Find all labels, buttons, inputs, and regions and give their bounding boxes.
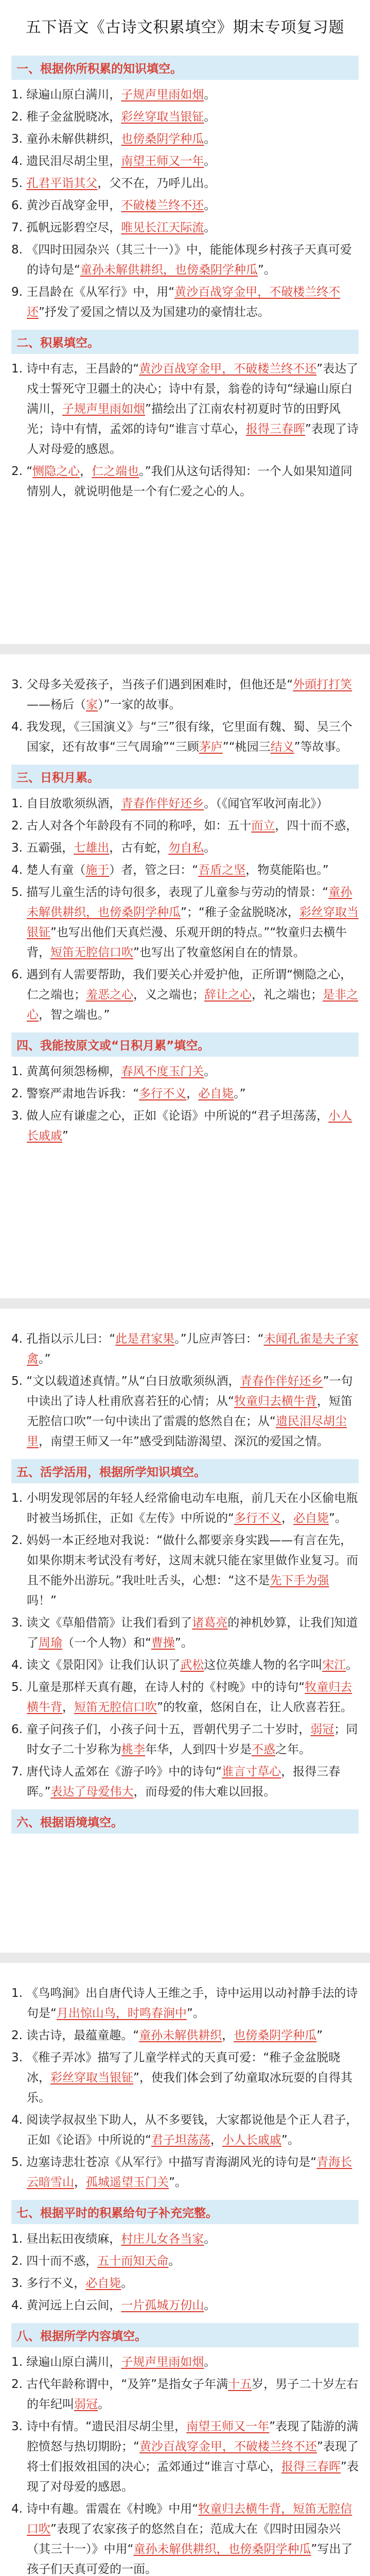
question-text: 1. 绿遍山原白满川，	[11, 2355, 121, 2369]
answer-blank: 牧童归去横牛背，短笛无腔信口吹	[27, 2502, 353, 2536]
question-text: 3. 诗中有情。“遗民泪尽胡尘里，	[11, 2420, 187, 2433]
question-text: 吗！”	[27, 1594, 57, 1607]
answer-blank: 也傍桑阴学种瓜	[121, 132, 204, 146]
answer-blank: 周瑜	[39, 1636, 62, 1650]
answer-blank: 牧童归去横牛背	[234, 1395, 317, 1408]
answer-blank: 黄沙百战穿金甲，不破楼兰终不还	[139, 2440, 317, 2453]
question-item	[11, 1371, 359, 1452]
question-item	[11, 85, 359, 105]
question-text: 。	[204, 1065, 216, 1078]
question-text: 。	[346, 1658, 358, 1672]
question-text: 2. 稚子金盆脱晓冰，	[11, 110, 121, 124]
question-text: 8. 《四时田园杂兴（其三十一）》中，能能体现乡村孩子天真可爱的诗句是“	[11, 243, 352, 277]
page-separator	[0, 1298, 370, 1309]
question-text: ，古有蛇，	[109, 841, 169, 855]
question-text: ，短笛无腔信口吹”一句中读出了雷震的悠然自在；从“	[27, 1395, 353, 1428]
answer-blank: 多行不义	[234, 1512, 281, 1525]
question-text: 3. 童孙未解供耕织，	[11, 132, 121, 146]
question-text: 3. 《稚子弄冰》描写了儿童学样式的天真可爱：“稚子金盆脱晓冰，	[11, 2051, 341, 2084]
question-item	[11, 1762, 359, 1802]
question-text: 2. 古人对各个年龄段有不同的称呼，如：五十	[11, 819, 252, 833]
question-text: 。	[121, 2277, 133, 2290]
question-text: 。	[98, 2398, 110, 2411]
question-item	[11, 2352, 359, 2372]
question-text: 2. 妈妈一本正经地对我说：“做什么都要亲身实践——有言在先，如果你期末考试没有考好，这周末就只能在家里做作业复习。而且不能外出游玩。”我吐吐舌头，心想：“这不是	[11, 1534, 358, 1587]
question-text: ”；“稚子金盆脱晓冰，	[181, 906, 299, 919]
answer-blank: 村庄儿女各当家	[121, 2232, 204, 2246]
worksheet-page-3	[0, 1309, 370, 1953]
question-text: 2. 古代年龄称谓中，“及笄”是指女子年满	[11, 2378, 228, 2391]
question-text: ”抒发了爱国之情以及为国建功的豪情壮志。	[39, 306, 270, 319]
question-text: 6. 黄沙百战穿金甲，	[11, 199, 121, 212]
question-text: 之年。	[275, 1743, 311, 1756]
question-text: ）者，管之曰：“	[109, 863, 199, 877]
question-text: 4. 楚人有童（	[11, 863, 86, 877]
question-item	[11, 1329, 359, 1369]
page-separator	[0, 644, 370, 654]
question-text: 5.	[11, 177, 27, 190]
answer-blank: 小人长戚戚	[222, 2133, 281, 2147]
question-item	[11, 717, 359, 757]
question-text: 4. 孔指以示儿曰：“	[11, 1332, 116, 1346]
answer-blank: 唯见长江天际流	[121, 221, 204, 234]
question-text: ，四十而不惑，	[275, 819, 358, 833]
question-text: 3. 做人应有谦虚之心，正如《论语》中所说的“君子坦荡荡，	[11, 1109, 329, 1123]
question-text: ”写出了孩子们天真可爱的一面。	[27, 2543, 353, 2576]
question-item	[11, 1106, 359, 1146]
question-text: ”。	[186, 2007, 205, 2020]
question-text: 5. 儿童是那样天真有趣，在诗人村的《村晚》中的诗句“	[11, 1681, 305, 1694]
question-item	[11, 1720, 359, 1760]
question-text: ”	[316, 2029, 323, 2042]
question-text: ，	[80, 465, 92, 478]
answer-blank: 青海长云暗雪山	[27, 2156, 353, 2189]
answer-blank: 短笛无腔信口吹	[50, 946, 133, 959]
question-text: ”的牧童，悠闲自在，让人欣喜若狂。	[157, 1701, 353, 1714]
answer-blank: 家	[86, 698, 98, 711]
answer-blank: 报得三春晖	[281, 2460, 341, 2473]
question-list	[11, 359, 359, 502]
answer-blank: 青春作伴好还乡	[240, 1375, 323, 1388]
question-text: 。”儿应声答曰：“	[174, 1332, 264, 1346]
question-text: 的神机妙算，让我们知道了	[27, 1616, 358, 1650]
question-text: ，而母爱的伟大难以回报。	[133, 1785, 276, 1799]
worksheet-page-4	[0, 1963, 370, 2576]
answer-blank: 孤城遥望玉门关	[86, 2176, 169, 2189]
question-item	[11, 965, 359, 1025]
question-text: 3. 五霸强，	[11, 841, 74, 855]
question-text: 4. 我发现，《三国演义》与“三”很有缘，它里面有魏、蜀、吴三个国家，还有故事“三气周瑜”“三顾	[11, 720, 353, 754]
section-heading: 三、日积月累。	[11, 765, 359, 789]
question-text: ”，使我们体会到了幼童取冰玩耍的自得其乐。	[27, 2071, 353, 2105]
answer-blank: 外頭打打笑	[293, 678, 353, 691]
question-text: ，智之端也。”	[39, 1008, 110, 1022]
question-text: ，	[186, 1087, 199, 1100]
answer-blank: 是非之心	[27, 988, 358, 1022]
section-heading: 五、活学活用，根据所学知识填空。	[11, 1459, 359, 1483]
answer-blank: 十五	[228, 2378, 252, 2391]
question-text: ”描绘出了江南农村初夏时节的田野风光；诗中有情，孟郊的诗句“谁言寸草心，	[27, 402, 341, 436]
question-item	[11, 2110, 359, 2150]
answer-blank: 必自毙	[293, 1512, 329, 1525]
question-list	[11, 1984, 359, 2193]
question-text: 1. 绿遍山原白满川，	[11, 88, 121, 101]
question-text: 3. 读文《草船借箭》让我们看到了	[11, 1616, 192, 1630]
answer-blank: 辞让之心	[204, 988, 252, 1002]
question-text: ”表现了对母爱的感恩。	[27, 2460, 359, 2494]
question-list	[11, 794, 359, 1025]
answer-blank: 青春作伴好还乡	[121, 797, 204, 810]
question-text: 5. 描写儿童生活的诗句很多，表现了儿童参与劳动的情景：“	[11, 886, 329, 899]
question-text: 5. 边塞诗悲壮苍凉《从军行》中描写青海湖风光的诗句是“	[11, 2156, 317, 2169]
answer-blank: 羞恶之心	[86, 988, 133, 1002]
question-text: ）”一家的故事。	[98, 698, 181, 711]
answer-blank: 不惑	[252, 1743, 275, 1756]
question-text: 。	[204, 155, 216, 168]
question-item	[11, 2375, 359, 2415]
question-text: 1. 小明发现邻居的年轻人经常偷电动车电瓶，前几天在小区偷电瓶时被当场抓住，正如《左传》中所说的“	[11, 1492, 358, 1525]
question-text: 4. 读文《景阳冈》让我们认识了	[11, 1658, 181, 1672]
question-list	[11, 2417, 359, 2576]
question-text: ”。	[328, 1512, 347, 1525]
question-item	[11, 2229, 359, 2249]
question-text: ，父不在，乃呼儿出。	[97, 177, 216, 190]
answer-blank: 施于	[85, 863, 110, 877]
answer-blank: 牧童归去横牛背	[27, 1681, 353, 1714]
answer-blank: 武松	[180, 1658, 204, 1672]
answer-blank: 而立	[251, 819, 275, 833]
question-item	[11, 196, 359, 216]
question-text: 3. 父母多关爱孩子，当孩子们遇到困难时，但他还是“	[11, 678, 293, 691]
question-text: ，	[281, 1512, 293, 1525]
question-item	[11, 1655, 359, 1675]
question-text: ，南望王师又一年”感受到陆游渴望、深沉的爱国之情。	[39, 1435, 329, 1448]
answer-blank: 彩丝穿取当银钲	[50, 2071, 133, 2084]
answer-blank: 未闻孔雀是夫子家禽	[27, 1332, 359, 1366]
answer-blank: 小人长戚戚	[27, 1109, 353, 1143]
question-text: 3. 多行不义，	[11, 2277, 86, 2290]
answer-blank: 君子坦荡荡	[151, 2133, 210, 2147]
answer-blank: 结义	[270, 740, 294, 754]
question-item	[11, 218, 359, 238]
question-item	[11, 1084, 359, 1104]
question-item	[11, 1531, 359, 1611]
question-item	[11, 838, 359, 858]
answer-blank: 必自毙	[198, 1087, 234, 1100]
answer-blank: 孔君平诣其父	[26, 177, 98, 190]
question-list	[11, 1062, 359, 1146]
answer-blank: 先下手为强	[270, 1574, 329, 1587]
question-item	[11, 2026, 359, 2046]
question-text: ”表现了诗人对母爱的感恩。	[27, 422, 359, 456]
page-title: 五下语文《古诗文积累填空》期末专项复习题	[25, 19, 345, 37]
question-text: ；同时女子二十岁称为	[27, 1723, 358, 1756]
answer-blank: 遗民泪尽胡尘里	[27, 1415, 347, 1448]
question-text: 。	[204, 88, 216, 101]
question-text: 1. 昼出耘田夜绩麻，	[11, 2232, 121, 2246]
answer-blank: 桃李	[121, 1743, 145, 1756]
question-text: 。	[204, 841, 216, 855]
question-text: 4. 黄河远上白云间，	[11, 2299, 121, 2312]
question-text: 2. 四十而不惑，	[11, 2255, 98, 2268]
question-text: 1. 黄萬何须怨杨柳，	[11, 1065, 121, 1078]
question-text: 5. “文以载道述真情。”从“白日放歌须纵酒，	[11, 1375, 240, 1388]
question-text: 。”	[39, 1352, 51, 1366]
question-text: 这位英雄人物的名字叫	[204, 1658, 323, 1672]
question-text: 1. 诗中有志，王昌龄的“	[11, 362, 139, 376]
question-text: 年华，人到四十岁是	[145, 1743, 252, 1756]
question-item	[11, 2417, 359, 2497]
question-text: 2. “	[11, 465, 33, 478]
question-text: 1. 《鸟鸣涧》出自唐代诗人王维之手，诗中运用以动衬静手法的诗句是“	[11, 1987, 358, 2020]
question-list	[11, 2352, 359, 2415]
question-text: ”。	[169, 2176, 187, 2189]
answer-blank: 诸葛亮	[192, 1616, 228, 1630]
question-item	[11, 107, 359, 127]
question-text: 9. 王昌龄在《从军行》中，用“	[11, 285, 175, 299]
question-item	[11, 129, 359, 149]
question-text: ，	[210, 2133, 222, 2147]
question-text: ，	[222, 2029, 234, 2042]
question-text: 岁，男子二十岁左右的年纪叫	[27, 2378, 359, 2411]
question-list	[11, 675, 359, 757]
answer-blank: 彩丝穿取当银钲	[121, 110, 204, 124]
question-item	[11, 816, 359, 836]
section-heading: 二、积累填空。	[11, 330, 359, 354]
question-item	[11, 240, 359, 280]
answer-blank: 童孙未解供耕织，也傍桑阴学种瓜	[80, 263, 258, 277]
question-text: 。”我们从这句话得知：一个人如果知道同情别人，就说明他是一个有仁爱之心的人。	[27, 465, 353, 498]
question-list	[11, 1329, 359, 1452]
question-text: ”也写出他们天真烂漫、乐观开朗的特点。”“牧童归去横牛背，	[27, 926, 347, 959]
section-heading: 一、根据你所积累的知识填空。	[11, 56, 359, 80]
question-item	[11, 2274, 359, 2294]
question-item	[11, 2153, 359, 2193]
question-text: ，物莫能陷也。”	[245, 863, 329, 877]
question-text: ，	[74, 2176, 86, 2189]
answer-blank: 茅庐	[199, 740, 223, 754]
question-text: 4. 诗中有趣。雷震在《村晚》中用“	[11, 2502, 199, 2516]
question-item	[11, 174, 359, 194]
section-heading: 四、我能按原文或“日积月累”填空。	[11, 1032, 359, 1057]
question-text: ”	[62, 1129, 68, 1143]
question-text: ”。	[281, 2133, 299, 2147]
answer-blank: 必自毙	[85, 2277, 121, 2290]
answer-blank: 春风不度玉门关	[121, 1065, 204, 1078]
question-list	[11, 85, 359, 323]
answer-blank: 子规声里雨如烟	[121, 88, 204, 101]
question-list	[11, 2229, 359, 2316]
answer-blank: 童孙未解供耕织	[139, 2029, 222, 2042]
worksheet-page-1	[0, 0, 370, 644]
answer-blank: 彩丝穿取当银钲	[27, 906, 359, 939]
question-item	[11, 2296, 359, 2316]
answer-blank: 月出惊山鸟，时鸣春涧中	[56, 2007, 187, 2020]
answer-blank: 也傍桑阴学种瓜	[234, 2029, 317, 2042]
question-text: ，	[62, 1701, 74, 1714]
question-item	[11, 462, 359, 502]
answer-blank: 童孙未解供耕织，也傍桑阴学种瓜	[133, 2543, 311, 2556]
question-text: ”表现了将士们报效祖国的决心；孟郊通过“谁言寸草心，	[27, 2440, 359, 2473]
answer-blank: 此是君家果	[115, 1332, 175, 1346]
question-text: ——杨后（	[27, 698, 86, 711]
question-text: ”表现了陆游的满腔愤怒与热切期盼；“	[27, 2420, 359, 2453]
answer-blank: 子规声里雨如烟	[62, 402, 145, 416]
question-item	[11, 1062, 359, 1082]
question-text: 。	[204, 2355, 216, 2369]
question-item	[11, 282, 359, 323]
question-text: ”。	[257, 263, 276, 277]
question-text: 6. 童子问孩子们，小孩子问十五，晋朝代男子二十岁时，	[11, 1723, 311, 1736]
question-text: ”“桃园三	[222, 740, 271, 754]
question-text: ，报得三春晖。”	[27, 1765, 341, 1799]
answer-blank: 谁言寸草心	[222, 1765, 281, 1778]
question-text: ，礼之端也；	[252, 988, 323, 1002]
question-text: 。	[204, 221, 216, 234]
question-text: （一个人物）和“	[62, 1636, 151, 1650]
question-item	[11, 1488, 359, 1529]
answer-blank: 勿自私	[168, 841, 204, 855]
answer-blank: 恻隐之心	[32, 465, 80, 478]
answer-blank: 曹操	[151, 1636, 175, 1650]
question-item	[11, 1984, 359, 2024]
answer-blank: 一片孤城万仞山	[121, 2299, 204, 2312]
question-list	[11, 1488, 359, 1802]
question-text: 。	[168, 2255, 181, 2268]
question-text: ”等故事。	[294, 740, 348, 754]
answer-blank: 弱冠	[310, 1723, 334, 1736]
answer-blank: 弱冠	[74, 2398, 98, 2411]
answer-blank: 多行不义	[139, 1087, 187, 1100]
question-item	[11, 1677, 359, 1718]
answer-blank: 南望王师又一年	[121, 155, 204, 168]
answer-blank: 报得三春晖	[245, 422, 305, 436]
section-heading: 八、根据所学内容填空。	[11, 2323, 359, 2347]
answer-blank: 五十而知天命	[97, 2255, 169, 2268]
question-text: ”表达了戍士誓死守卫疆土的决心；诗中有景，翁卷的诗句“绿遍山原白满川，	[27, 362, 359, 416]
answer-blank: 宋江	[322, 1658, 346, 1672]
question-text: ”一句中读出了诗人杜甫欣喜若狂的心情；从“	[27, 1375, 353, 1408]
question-item	[11, 1613, 359, 1653]
answer-blank: 七雄出	[74, 841, 110, 855]
worksheet-page-2	[0, 654, 370, 1298]
question-text: 7. 孤帆远影碧空尽，	[11, 221, 121, 234]
question-text: 。	[204, 2232, 216, 2246]
question-text: 。	[204, 110, 216, 124]
question-item	[11, 2499, 359, 2576]
question-item	[11, 151, 359, 172]
question-text: 。”	[234, 1087, 246, 1100]
answer-blank: 黄沙百战穿金甲，不破楼兰终不还	[27, 285, 341, 319]
question-item	[11, 794, 359, 814]
question-item	[11, 2251, 359, 2272]
question-item	[11, 883, 359, 963]
question-text: 。	[204, 132, 216, 146]
question-text: 1. 自目放歌须纵酒，	[11, 797, 121, 810]
question-item	[11, 2048, 359, 2108]
question-text: ”表现了农家孩子的悠然自在；范成大在《四时田园杂兴（其三十一）》中用“	[27, 2522, 341, 2556]
answer-blank: 子规声里雨如烟	[121, 2355, 204, 2369]
answer-blank: 短笛无腔信口吹	[74, 1701, 157, 1714]
answer-blank: 童孙未解供耕织，也傍桑阴学种瓜	[27, 886, 353, 919]
question-item	[11, 359, 359, 460]
question-text: 7. 唐代诗人孟郊在《游子吟》中的诗句“	[11, 1765, 222, 1778]
question-text: 4. 遗民泪尽胡尘里，	[11, 155, 121, 168]
question-text: ，义之端也；	[133, 988, 204, 1002]
answer-blank: 黄沙百战穿金甲，不破楼兰终不还	[139, 362, 317, 376]
question-item	[11, 675, 359, 715]
page-separator	[0, 1953, 370, 1963]
question-item	[11, 860, 359, 880]
answer-blank: 表达了母爱伟大	[50, 1785, 134, 1799]
section-heading: 七、根据平时的积累给句子补充完整。	[11, 2200, 359, 2224]
question-text: 。	[204, 199, 216, 212]
question-text: 。	[204, 2299, 216, 2312]
question-text: 2. 警察严肃地告诉我：“	[11, 1087, 139, 1100]
section-heading: 六、根据语境填空。	[11, 1809, 359, 1834]
answer-blank: 不破楼兰终不还	[121, 199, 204, 212]
question-text: 。（《闻官军收河南北》）	[204, 797, 328, 810]
question-text: ”。	[174, 1636, 193, 1650]
question-text: 2. 读古诗，最蕴童趣。“	[11, 2029, 139, 2042]
question-text: ”也写出了牧童悠闲自在的情景。	[133, 946, 305, 959]
question-text: 4. 阅读学叔叔坐下助人，从不多要钱，大家都说他是个正人君子，正如《论语》中所说的“	[11, 2113, 358, 2147]
answer-blank: 吾盾之坚	[198, 863, 246, 877]
question-text: 6. 遇到有人需要帮助，我们要关心并爱护他，正所谓“恻隐之心，仁之端也；	[11, 968, 353, 1002]
answer-blank: 南望王师又一年	[186, 2420, 270, 2433]
answer-blank: 仁之端也	[92, 465, 139, 478]
